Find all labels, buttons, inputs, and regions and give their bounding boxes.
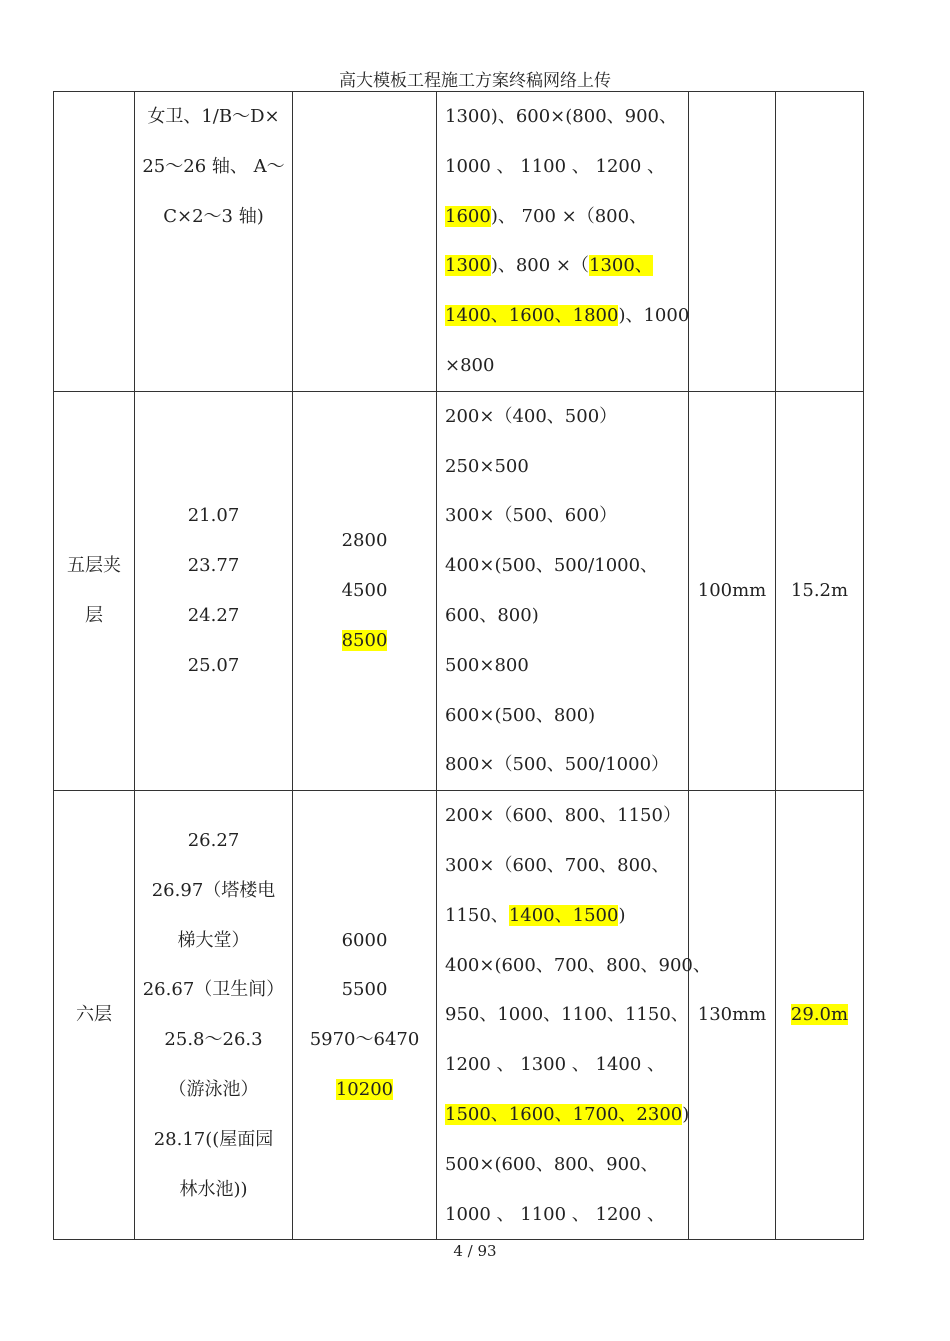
section-text: 950、1000、1100、1150、 [445, 1004, 689, 1026]
height-cell [776, 92, 864, 392]
span-value: 5500 [341, 979, 388, 1001]
span-value: 4500 [341, 580, 388, 602]
formwork-table [53, 91, 864, 1240]
elevation-value: 梯大堂） [177, 929, 250, 951]
section-line [445, 990, 688, 1040]
span-line [293, 916, 436, 966]
floor-label: 六层 [76, 1004, 112, 1026]
span-line [293, 616, 436, 666]
section-cell [437, 791, 711, 1240]
section-text: 1500、1600、1700、2300 [445, 1103, 683, 1125]
section-text: 1600 [445, 205, 491, 227]
section-line [445, 392, 688, 442]
section-text: 250×500 [445, 455, 529, 477]
section-line [445, 841, 688, 891]
height-cell [776, 791, 864, 1240]
section-text: ) [682, 1103, 690, 1125]
section-line [445, 791, 688, 841]
section-text: 300×（500、600） [445, 505, 618, 527]
section-text: 1300 [445, 255, 491, 277]
elevation-value: 25.8～26.3 [164, 1029, 263, 1051]
section-text: 1200 、 1300 、 1400 、 [445, 1054, 666, 1076]
elevation-value: 26.67（卫生间） [142, 979, 285, 1001]
elevation-value: 女卫、1/B～D× [147, 106, 280, 127]
section-text: ×800 [445, 354, 495, 376]
section-text: 1400、1600、1800 [445, 305, 619, 327]
section-text: 800×（500、500/1000） [445, 754, 670, 776]
span-line [293, 1065, 436, 1115]
elevation-cell [135, 391, 293, 790]
elevation-value: 25.07 [187, 654, 240, 676]
span-value: 10200 [335, 1079, 394, 1101]
section-text: 1300、 [589, 255, 653, 277]
section-line [445, 241, 688, 291]
elevation-value: 21.07 [187, 505, 240, 527]
section-text: ) [618, 904, 626, 926]
section-text: 400×(600、700、800、900、 [445, 954, 711, 976]
span-cell [293, 791, 437, 1240]
section-line [445, 1190, 688, 1240]
section-line [445, 740, 688, 790]
section-text: )、1000 [618, 305, 690, 327]
elevation-value: （游泳池） [168, 1079, 259, 1101]
thickness-cell: 100mm [689, 391, 776, 790]
section-line [445, 641, 688, 691]
table-row [54, 92, 864, 392]
section-text: 1150、 [445, 904, 509, 926]
section-line [445, 92, 688, 142]
section-text: 1400、1500 [508, 904, 619, 926]
section-line [445, 442, 688, 492]
height-cell [776, 391, 864, 790]
section-line [445, 941, 711, 991]
span-cell [293, 391, 437, 790]
section-text: 1000 、 1100 、 1200 、 [445, 155, 666, 177]
section-line [445, 1040, 688, 1090]
elevation-value: 林水池)) [179, 1178, 248, 1200]
section-line [445, 591, 688, 641]
span-line [293, 566, 436, 616]
span-value: 5970～6470 [309, 1029, 420, 1051]
page-number: 4 / 93 [453, 1242, 497, 1260]
elevation-value: 25～26 轴、 A～ [142, 155, 285, 177]
section-text: 500×800 [445, 654, 529, 676]
span-line [293, 516, 436, 566]
thickness-cell [689, 92, 776, 392]
floor-cell [54, 791, 135, 1240]
section-text: )、 700 ×（800、 [490, 205, 648, 227]
height-value: 29.0m [790, 1004, 849, 1026]
height-value: 15.2m [790, 580, 849, 602]
elevation-value: 24.27 [187, 604, 240, 626]
section-text: 600、800) [445, 604, 539, 626]
elevation-cell [135, 92, 293, 392]
span-value: 8500 [341, 629, 388, 651]
section-line [445, 691, 688, 741]
elevation-value: 26.97（塔楼电 [151, 879, 276, 901]
span-cell [293, 92, 437, 392]
section-line [445, 192, 688, 242]
section-cell [437, 391, 689, 790]
floor-label: 层 [85, 604, 103, 626]
section-text: 400×(500、500/1000、 [445, 555, 659, 577]
section-text: 1000 、 1100 、 1200 、 [445, 1203, 666, 1225]
floor-cell [54, 391, 135, 790]
elevation-value: 26.27 [187, 830, 240, 852]
section-text: 500×(600、800、900、 [445, 1153, 659, 1175]
page-header: 高大模板工程施工方案终稿网络上传 [339, 71, 611, 91]
section-line [445, 541, 688, 591]
thickness-cell: 130mm [689, 791, 776, 1240]
section-line [445, 341, 688, 391]
elevation-cell [135, 791, 293, 1240]
section-text: 200×（600、800、1150） [445, 805, 681, 827]
section-text: 300×（600、700、800、 [445, 854, 670, 876]
section-line [445, 1140, 688, 1190]
floor-label: 五层夹 [67, 555, 121, 577]
span-value: 2800 [341, 530, 388, 552]
floor-cell [54, 92, 135, 392]
table-row [54, 391, 864, 790]
section-line [445, 491, 688, 541]
elevation-value: 23.77 [187, 555, 240, 577]
elevation-value: 28.17((屋面园 [153, 1128, 274, 1150]
span-value: 6000 [341, 929, 388, 951]
section-line [445, 291, 688, 341]
section-text: )、800 ×（ [490, 255, 589, 277]
section-line [445, 1090, 688, 1140]
table-row [54, 791, 864, 1240]
span-line [293, 1015, 436, 1065]
section-cell [437, 92, 689, 392]
section-text: 1300)、600×(800、900、 [445, 106, 678, 127]
span-line [293, 965, 436, 1015]
section-line [445, 142, 688, 192]
section-text: 600×(500、800) [445, 704, 596, 726]
section-text: 200×（400、500） [445, 405, 618, 427]
elevation-value: C×2～3 轴) [163, 205, 264, 227]
section-line [445, 891, 688, 941]
